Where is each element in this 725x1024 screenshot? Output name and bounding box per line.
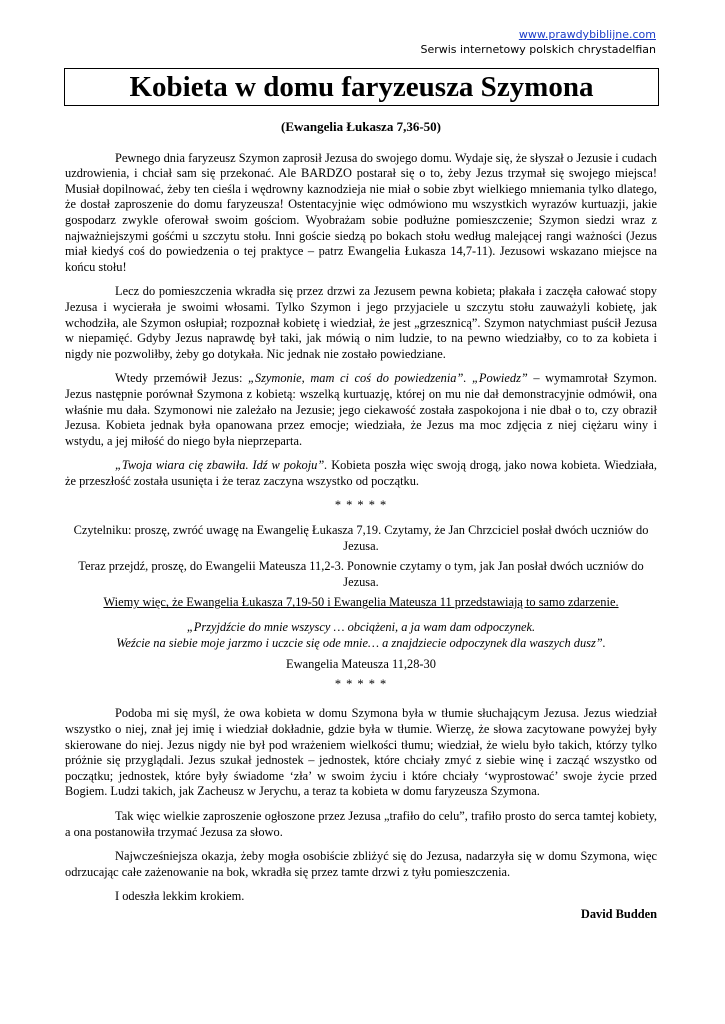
separator-stars-2: * * * * * [334,676,388,691]
paragraph-3 [65,371,657,449]
site-url-link[interactable]: www.prawdybiblijne.com [518,28,656,41]
author-signature: David Budden [580,906,657,921]
reader-note-2: Teraz przejdź, proszę, do Ewangelii Mateusza 11,2-3. Ponownie czytamy o tym, jak Jan posłał dwóch uczniów do Jezusa. [78,559,644,589]
reader-note-1: Czytelniku: proszę, zwróć uwagę na Ewangelię Łukasza 7,19. Czytamy, że Jan Chrzciciel posłał dwóch uczniów do Jezusa. [73,523,649,553]
paragraph-3-intro: Wtedy przemówił Jezus: [115,371,248,386]
scripture-quote-line-2: Weźcie na siebie moje jarzmo i uczcie się ode mnie… a znajdziecie odpoczynek dla waszych dusz”. [116,635,606,650]
reader-note-conclusion: Wiemy więc, że Ewangelia Łukasza 7,19-50 i Ewangelia Mateusza 11 przedstawiają to samo zdarzenie. [103,595,619,610]
paragraph-4-rest: Kobieta poszła więc swoją drogą, jako nowa kobieta. Wiedziała, że przeszłość została usunięta i że teraz zaczyna wszystko od początku. [65,458,657,488]
paragraph-6: Tak więc wielkie zaproszenie ogłoszone przez Jezusa „trafiło do celu”, trafiło prosto do serca tamtej kobiety, a ona postanowiła trzymać Jezusa za słowo. [65,808,657,839]
paragraph-3-quote: „Szymonie, mam ci coś do powiedzenia”. „Powiedz” [247,371,528,386]
paragraph-5: Podoba mi się myśl, że owa kobieta w domu Szymona była w tłumie słuchającym Jezusa. Jezus wiedział wszystko o niej, znał jej imię i wiedział dokładnie, gdzie była w tłumie. Wierzę, że słowa zacytowane powyżej były skierowane do niej. Jezus nigdy nie był pod wrażeniem wielkości tłumu; wiedział, że wielu było takich, którzy tylko próżnie się przyglądali. Jezus szukał jednostek – jednostek, które chciały zmyć z siebie winę i zacząć wszystko od początku; jednostek, które były świadome ‘zła’ w swoim życiu i które chciały ‘wyprostować’ swoje życie przed Bogiem. Ludzi takich, jak Zacheusz w Jerychu, a teraz ta kobieta w domu faryzeusza Szymona. [65,706,657,799]
paragraph-2: Lecz do pomieszczenia wkradła się przez drzwi za Jezusem pewna kobieta; płakała i zaczęła całować stopy Jezusa i wycierała je swoimi włosami. Tylko Szymon i jego przyjaciele u szczytu stołu zauważyli kobietę, jak wchodziła, ale Szymon osłupiał; rozpoznał kobietę i wiedział, że jest „grzesznicą”. Szymon natychmiast puścił Jezusa w niepamięć. Gdyby Jezus naprawdę był taki, jak mówią o nim ludzie, to na pewno wiedziałby, co to za kobieta i nigdy nie pozwoliłby, żeby go dotykała. Nic jednak nie zostało powiedziane. [65,284,657,361]
paragraph-4-quote: „Twoja wiara cię zbawiła. Idź w pokoju”. [115,458,328,473]
separator-stars: * * * * * [334,498,388,513]
paragraph-7: Najwcześniejsza okazja, żeby mogła osobiście zbliżyć się do Jezusa, nadarzyła się w domu Szymona, więc odrzucając całe zażenowanie na bok, wkradła się przez tamte drzwi z tyłu pomieszczenia. [65,849,657,879]
page-title: Kobieta w domu faryzeusza Szymona [129,70,594,103]
article-body [65,119,657,923]
site-header [420,27,656,57]
paragraph-3-rest: – wymamrotał Szymon. Jezus następnie porównał Szymona z kobietą: wszelką kurtuazję, której on mu nie dał demonstracyjnie odmówił, ona właśnie mu dała. Szymonowi nie zależało na Jezusie; jego ciekawość została zaspokojona i nie dbał o to, czy obraził Jezusa. Kobieta jednak była opanowana przez emocje; wiedziała, że Jezus ma moc zdjęcia z niej ciężaru winy i wstydu, a jej miłość do niego była nieprzeparta. [65,371,657,448]
paragraph-4 [65,458,657,489]
scripture-quote [65,620,657,651]
title-box [64,68,659,106]
paragraph-8: I odeszła lekkim krokiem. [115,889,245,904]
subtitle: (Ewangelia Łukasza 7,36-50) [281,119,441,134]
scripture-quote-line-1: „Przyjdźcie do mnie wszyscy … obciążeni, a ja wam dam odpoczynek. [186,620,536,635]
site-description: Serwis internetowy polskich chrystadelfian [420,43,656,56]
scripture-reference: Ewangelia Mateusza 11,28-30 [286,657,436,672]
paragraph-1: Pewnego dnia faryzeusz Szymon zaprosił Jezusa do swojego domu. Wydaje się, że słyszał o Jezusie i cudach uzdrowienia, i chciał sam się przekonać. Ale BARDZO postarał się o to, żeby Jezus trzymał się swojego miejsca! Musiał dopilnować, żeby ten cieśla i wędrowny kaznodzieja nie miał o sobie zbyt wielkiego mniemania tylko dlatego, że dostał zaproszenie do domu faryzeusza! Ostentacyjnie więc odmówiono mu wszystkich wyrazów kurtuazji, jakie gospodarz zwykle oferował swoim gościom. Wyobrażam sobie podłużne pomieszczenie; Szymon siedzi wraz z najważniejszymi gośćmi u szczytu stołu. Inni goście siedzą po bokach stołu według malejącej rangi ważności (Jezus miał kiedyś coś do powiedzenia o tej praktyce – patrz Ewangelia Łukasza 14,7-11). Jezusowi wskazano miejsce na końcu stołu! [65,150,657,274]
